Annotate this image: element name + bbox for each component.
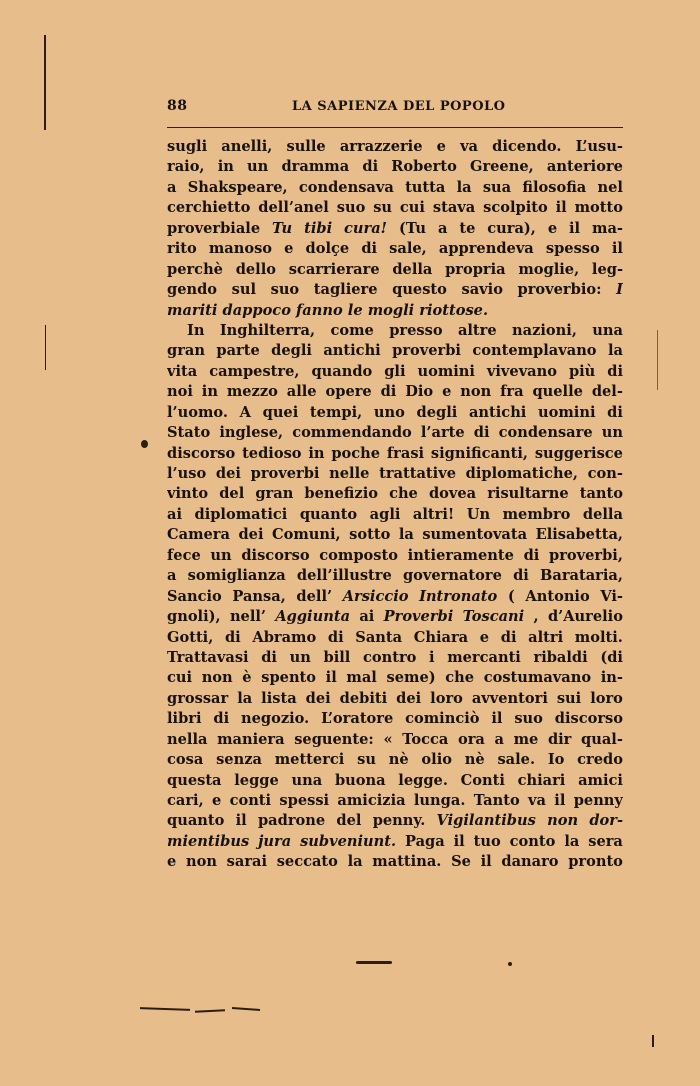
text-line: grossar la lista dei debiti dei loro avventori sui loro (167, 689, 623, 707)
scan-bottom-squiggle-2 (195, 1009, 225, 1013)
scan-bottom-squiggle-3 (232, 1007, 260, 1011)
text-line: mientibus jura subveniunt. Paga il tuo conto la sera (167, 832, 623, 850)
text-line: perchè dello scarrierare della propria moglie, leg- (167, 260, 623, 278)
scan-margin-line-right (657, 330, 658, 390)
text-line: vita campestre, quando gli uomini vivevano più di (167, 362, 623, 380)
text-line: a Shakspeare, condensava tutta la sua filosofia nel (167, 178, 623, 196)
text-line: gendo sul suo tagliere questo savio proverbio: I (167, 281, 623, 299)
text-line: nella maniera seguente: « Tocca ora a me dir qual- (167, 730, 623, 748)
text-line: proverbiale Tu tibi cura! (Tu a te cura), e il ma- (167, 219, 623, 237)
scan-margin-dot (141, 440, 148, 448)
text-line: Camera dei Comuni, sotto la sumentovata Elisabetta, (167, 526, 623, 544)
text-line: discorso tedioso in poche frasi significanti, suggerisce (167, 444, 623, 462)
text-line: In Inghilterra, come presso altre nazioni, una (187, 321, 623, 339)
text-line: cerchietto dell’anel suo su cui stava scolpito il motto (167, 199, 623, 217)
running-title: LA SAPIENZA DEL POPOLO (292, 99, 506, 114)
page-header (167, 98, 623, 118)
text-line: mariti dappoco fanno le mogli riottose. (167, 301, 489, 319)
text-line: Trattavasi di un bill contro i mercanti ribaldi (di (167, 648, 623, 666)
text-line: cui non è spento il mal seme) che costumavano in- (167, 669, 623, 687)
text-line: libri di negozio. L’oratore cominciò il suo discorso (167, 710, 623, 728)
text-line: Gotti, di Abramo di Santa Chiara e di altri molti. (167, 628, 623, 646)
text-line: fece un discorso composto intieramente di proverbi, (167, 546, 623, 564)
scan-margin-line-top (44, 35, 46, 130)
scan-bottom-dash (356, 961, 392, 964)
scan-bottom-dot (508, 962, 512, 966)
text-line: Sancio Pansa, dell’ Arsiccio Intronato ( Antonio Vi- (167, 587, 623, 605)
scan-margin-tick-right (652, 1035, 654, 1047)
text-line: e non sarai seccato la mattina. Se il danaro pronto (167, 853, 623, 871)
text-line: raio, in un dramma di Roberto Greene, anteriore (167, 158, 623, 176)
text-line: rito manoso e dolçe di sale, apprendeva spesso il (167, 240, 623, 258)
text-line: sugli anelli, sulle arrazzerie e va dicendo. L’usu- (167, 138, 623, 155)
text-line: gran parte degli antichi proverbi contemplavano la (167, 342, 623, 360)
text-line: quanto il padrone del penny. Vigilantibus non dor- (167, 812, 623, 830)
text-line: cosa senza metterci su nè olio nè sale. Io credo (167, 751, 623, 769)
text-line: vinto del gran benefizio che dovea risultarne tanto (167, 485, 623, 503)
text-line: questa legge una buona legge. Conti chiari amici (167, 771, 623, 789)
text-line: gnoli), nell’ Aggiunta ai Proverbi Toscani , d’Aurelio (167, 608, 623, 626)
text-line: l’uomo. A quei tempi, uno degli antichi uomini di (167, 403, 623, 421)
page-number: 88 (167, 98, 188, 114)
text-line: ai diplomatici quanto agli altri! Un membro della (167, 505, 623, 523)
scan-margin-line-mid (45, 325, 46, 370)
scan-bottom-squiggle-1 (140, 1007, 190, 1011)
text-line: l’uso dei proverbi nelle trattative diplomatiche, con- (167, 465, 623, 482)
text-line: cari, e conti spessi amicizia lunga. Tanto va il penny (167, 792, 623, 809)
body-text (167, 137, 623, 873)
text-line: Stato inglese, commendando l’arte di condensare un (167, 424, 623, 442)
text-line: a somiglianza dell’illustre governatore di Barataria, (167, 567, 623, 585)
text-line: noi in mezzo alle opere di Dio e non fra quelle del- (167, 383, 623, 401)
header-rule (167, 127, 623, 128)
